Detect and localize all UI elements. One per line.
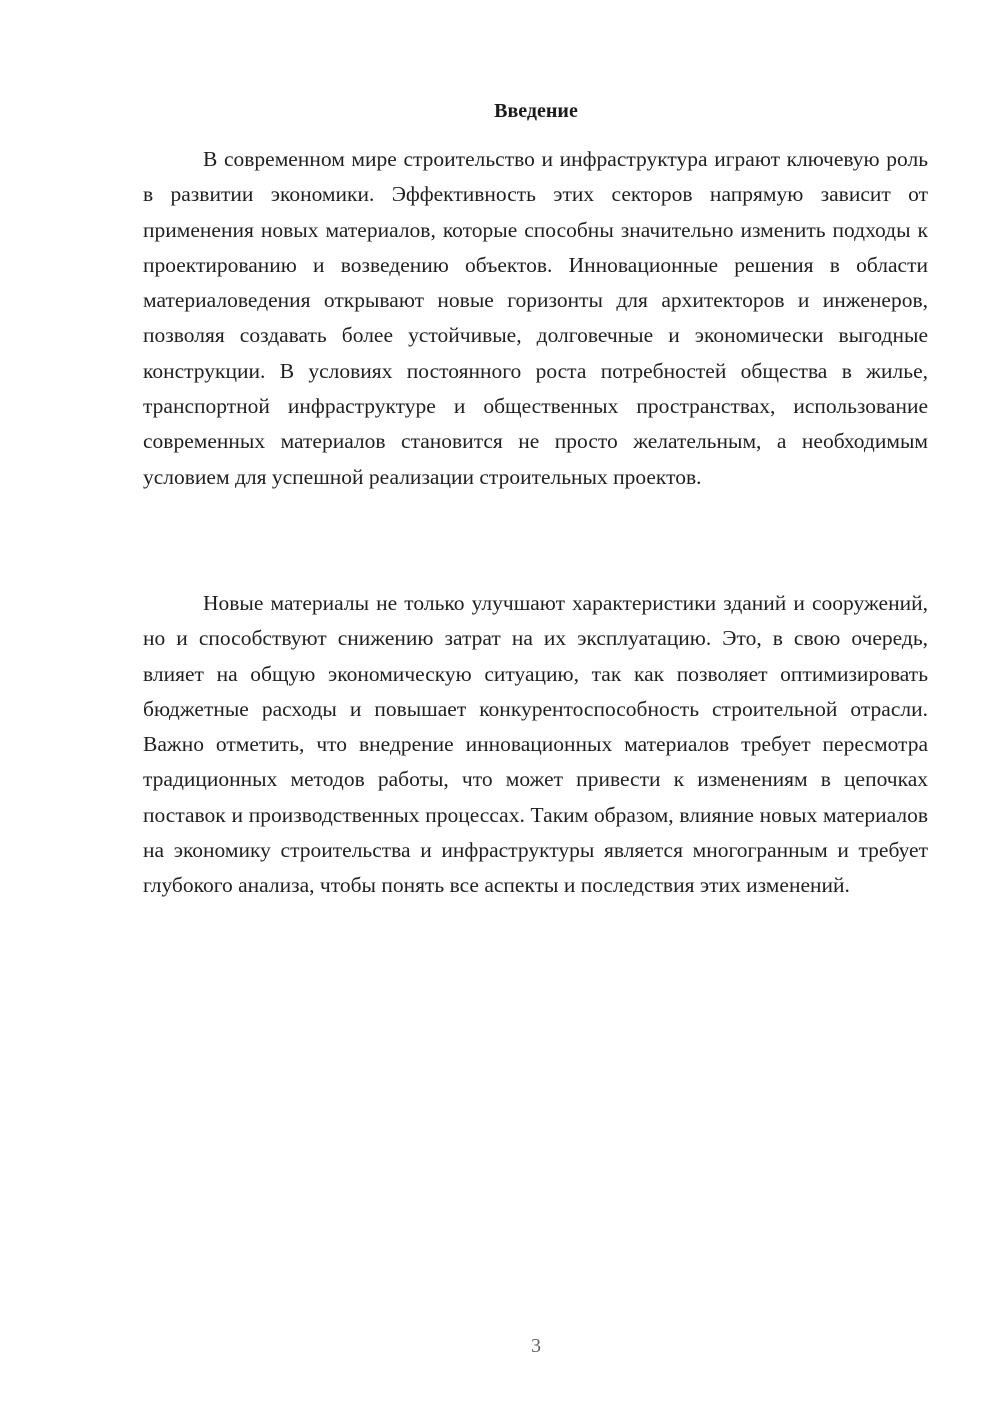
section-heading: Введение (494, 100, 578, 122)
paragraph-2: Новые материалы не только улучшают характеристики зданий и сооружений, но и способствуют снижению затрат на их эксплуатацию. Это, в свою очередь, влияет на общую экономическую ситуацию, так как позволяет оптимизировать бюджетные расходы и повышает конкурентоспособность строительной отрасли. Важно отметить, что внедрение инновационных материалов требует пересмотра традиционных методов работы, что может привести к изменениям в цепочках поставок и производственных процессах. Таким образом, влияние новых материалов на экономику строительства и инфраструктуры является многогранным и требует глубокого анализа, чтобы понять все аспекты и последствия этих изменений. (143, 591, 928, 898)
page-number: 3 (531, 1335, 541, 1357)
paragraph-1: В современном мире строительство и инфраструктура играют ключевую роль в развитии экономики. Эффективность этих секторов напрямую зависит от применения новых материалов, которые способны значительно изменить подходы к проектированию и возведению объектов. Инновационные решения в области материаловедения открывают новые горизонты для архитекторов и инженеров, позволяя создавать более устойчивые, долговечные и экономически выгодные конструкции. В условиях постоянного роста потребностей общества в жилье, транспортной инфраструктуре и общественных пространствах, использование современных материалов становится не просто желательным, а необходимым условием для успешной реализации строительных проектов. (143, 147, 928, 489)
